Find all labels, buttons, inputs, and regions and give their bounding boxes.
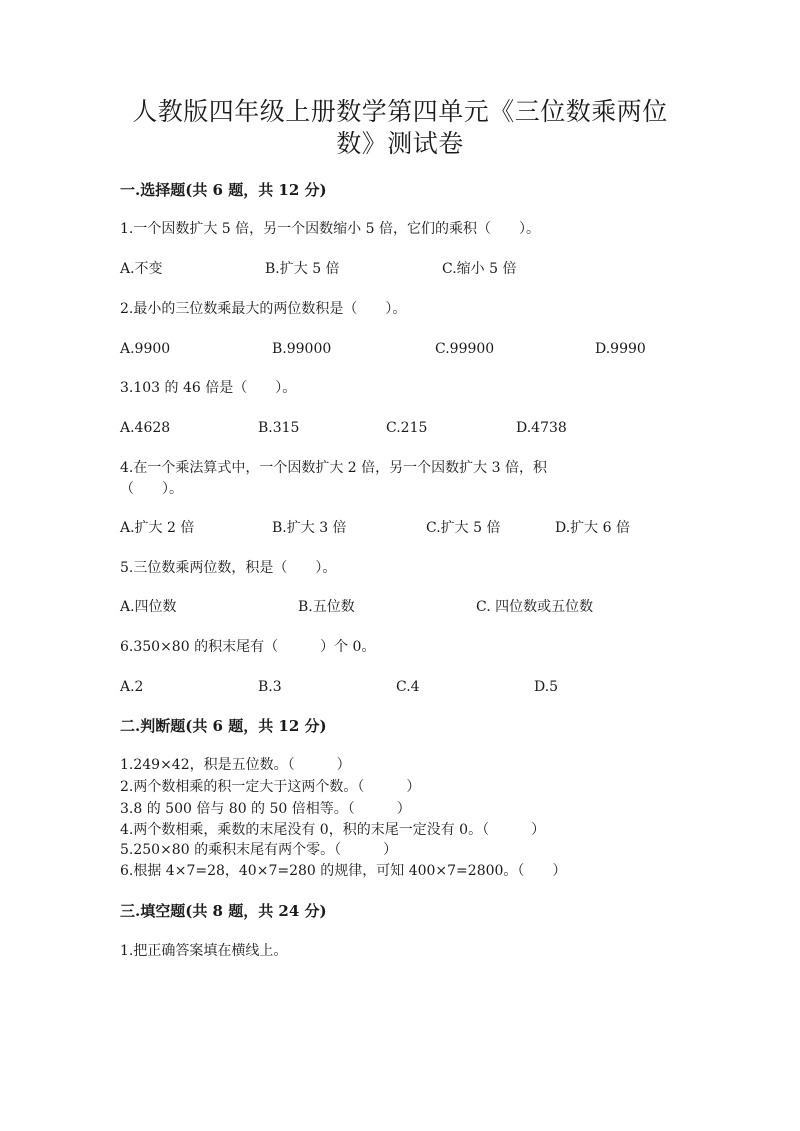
section-heading-choice: 一.选择题(共 6 题，共 12 分) bbox=[120, 181, 327, 199]
page-title-line-1: 人教版四年级上册数学第四单元《三位数乘两位 bbox=[132, 97, 668, 126]
option-b: B.3 bbox=[258, 679, 282, 695]
option-d: D.扩大 6 倍 bbox=[555, 520, 630, 536]
section-heading-fill: 三.填空题(共 8 题，共 24 分) bbox=[120, 902, 327, 920]
option-d: D.4738 bbox=[516, 420, 567, 436]
question-stem-line-2: （ ）。 bbox=[120, 481, 183, 497]
option-b: B.99000 bbox=[272, 341, 332, 357]
option-b: B.扩大 5 倍 bbox=[265, 261, 340, 277]
option-d: D.9990 bbox=[595, 341, 646, 357]
judge-item: 2.两个数相乘的积一定大于这两个数。（ ） bbox=[120, 779, 421, 795]
question-stem: 6.350×80 的积末尾有（ ）个 0。 bbox=[120, 639, 376, 655]
judge-item: 4.两个数相乘，乘数的末尾没有 0，积的末尾一定没有 0。（ ） bbox=[120, 822, 546, 838]
judge-item: 6.根据 4×7=28，40×7=280 的规律，可知 400×7=2800。（ ） bbox=[120, 863, 567, 879]
option-b: B.五位数 bbox=[298, 599, 355, 615]
option-a: A.4628 bbox=[120, 420, 171, 436]
judge-item: 1.249×42，积是五位数。（ ） bbox=[120, 757, 351, 773]
option-b: B.扩大 3 倍 bbox=[272, 520, 347, 536]
option-c: C.215 bbox=[386, 420, 428, 436]
option-a: A.2 bbox=[120, 679, 144, 695]
option-c: C.4 bbox=[396, 679, 420, 695]
option-a: A.9900 bbox=[120, 341, 171, 357]
option-a: A.四位数 bbox=[120, 599, 177, 615]
question-stem: 2.最小的三位数乘最大的两位数积是（ ）。 bbox=[120, 301, 407, 317]
judge-item: 3.8 的 500 倍与 80 的 50 倍相等。（ ） bbox=[120, 801, 411, 817]
option-c: C.缩小 5 倍 bbox=[442, 261, 517, 277]
option-c: C. 四位数或五位数 bbox=[476, 599, 594, 615]
section-heading-judge: 二.判断题(共 6 题，共 12 分) bbox=[120, 717, 327, 735]
option-c: C.扩大 5 倍 bbox=[426, 520, 501, 536]
judge-item: 5.250×80 的乘积末尾有两个零。（ ） bbox=[120, 842, 398, 858]
option-a: A.不变 bbox=[120, 261, 163, 277]
option-a: A.扩大 2 倍 bbox=[120, 520, 195, 536]
page-title-line-2: 数》测试卷 bbox=[336, 129, 464, 158]
question-stem-line-1: 4.在一个乘法算式中，一个因数扩大 2 倍，另一个因数扩大 3 倍，积 bbox=[120, 460, 547, 476]
option-c: C.99900 bbox=[435, 341, 495, 357]
question-stem: 5.三位数乘两位数，积是（ ）。 bbox=[120, 560, 337, 576]
question-stem: 3.103 的 46 倍是（ ）。 bbox=[120, 380, 297, 396]
option-d: D.5 bbox=[534, 679, 559, 695]
question-stem: 1.把正确答案填在横线上。 bbox=[120, 943, 288, 959]
question-stem: 1.一个因数扩大 5 倍，另一个因数缩小 5 倍，它们的乘积（ ）。 bbox=[120, 221, 540, 237]
option-b: B.315 bbox=[258, 420, 300, 436]
